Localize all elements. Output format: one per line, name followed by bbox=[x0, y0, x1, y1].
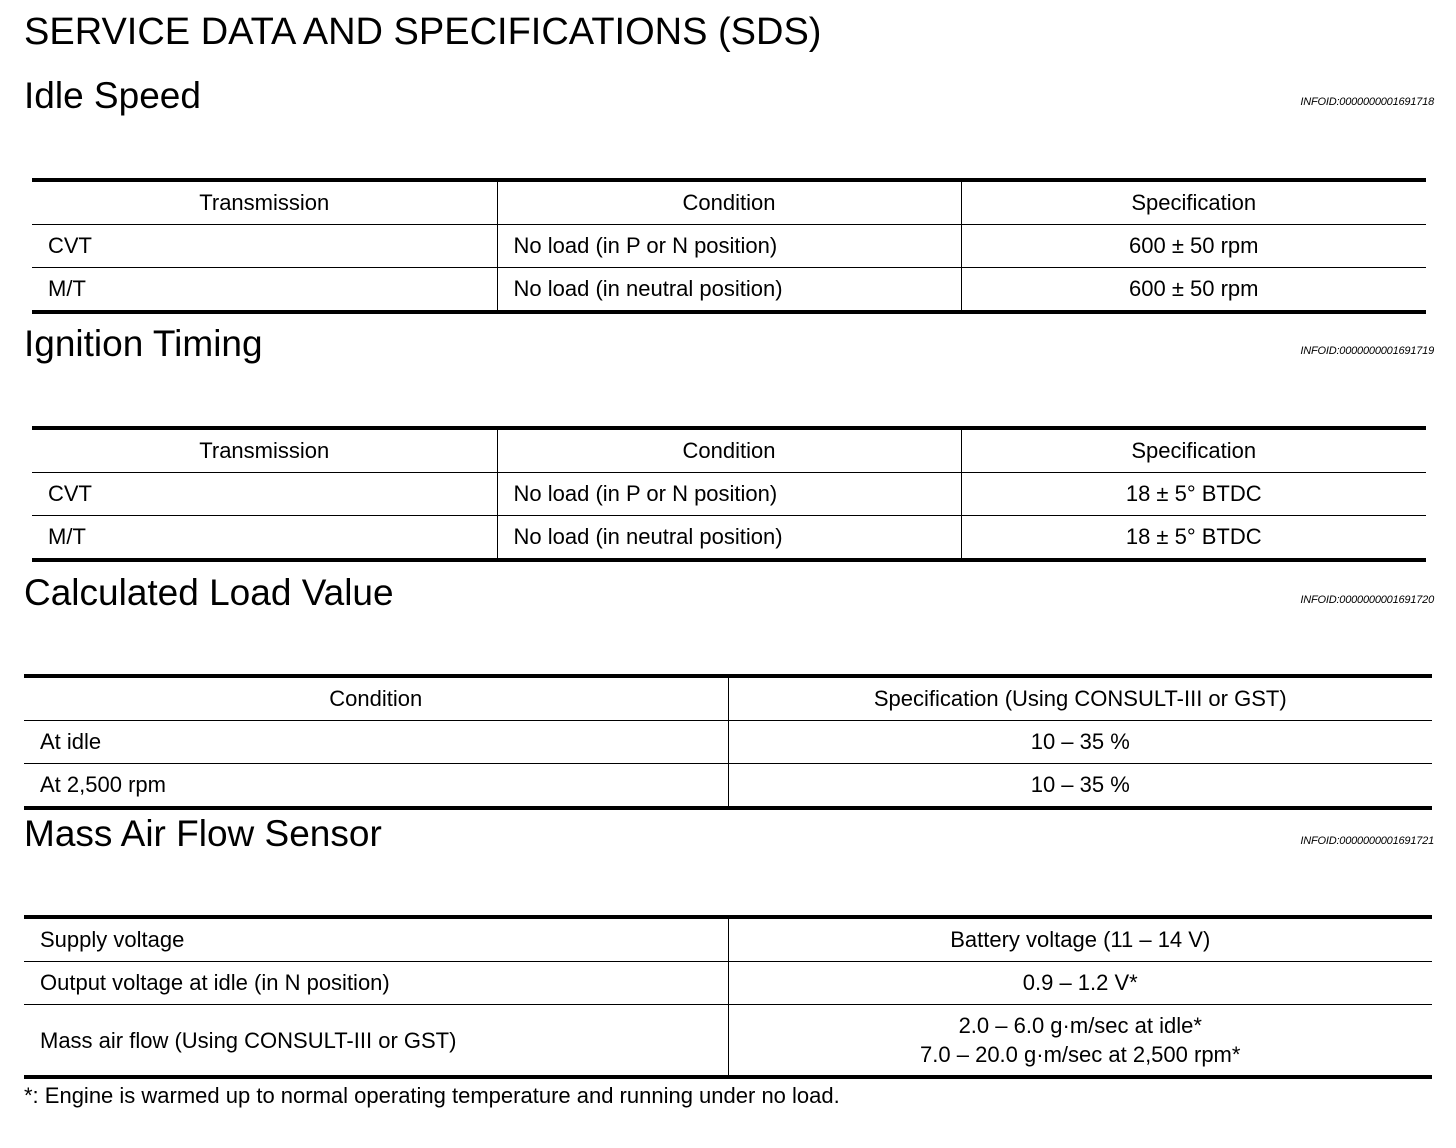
table-row bbox=[24, 1005, 1432, 1078]
spec-line: 7.0 – 20.0 g·m/sec at 2,500 rpm* bbox=[920, 1042, 1241, 1067]
table-cell: No load (in neutral position) bbox=[497, 268, 961, 313]
table-cell: M/T bbox=[48, 276, 86, 301]
table-cell: CVT bbox=[32, 225, 497, 268]
table-cell: 18 ± 5° BTDC bbox=[961, 516, 1426, 561]
table-header-row bbox=[32, 428, 1426, 473]
column-header: Transmission bbox=[32, 180, 497, 225]
table-header-row bbox=[24, 676, 1432, 721]
table-cell: At 2,500 rpm bbox=[40, 772, 166, 797]
table-cell: 0.9 – 1.2 V* bbox=[728, 962, 1432, 1005]
mass-air-flow-sensor-table bbox=[24, 915, 1432, 1079]
table-row bbox=[24, 764, 1432, 809]
section-heading-idle-speed: Idle Speed bbox=[24, 75, 201, 116]
table-cell bbox=[728, 1005, 1432, 1078]
idle-speed-table bbox=[32, 178, 1426, 314]
table-cell: 10 – 35 % bbox=[728, 764, 1432, 809]
table-row bbox=[24, 917, 1432, 962]
spec-line: 2.0 – 6.0 g·m/sec at idle* bbox=[958, 1013, 1202, 1038]
section-heading-calculated-load-value: Calculated Load Value bbox=[24, 572, 394, 613]
table-cell: 18 ± 5° BTDC bbox=[961, 473, 1426, 516]
info-id-ignition-timing: INFOID:0000000001691719 bbox=[1300, 345, 1434, 357]
table-cell: No load (in P or N position) bbox=[497, 473, 961, 516]
table-row bbox=[32, 225, 1426, 268]
column-header: Specification (Using CONSULT-III or GST) bbox=[728, 676, 1432, 721]
table-header-row bbox=[32, 180, 1426, 225]
column-header: Condition bbox=[497, 428, 961, 473]
table-cell: Mass air flow (Using CONSULT-III or GST) bbox=[40, 1027, 457, 1053]
column-header: Transmission bbox=[32, 428, 497, 473]
column-header: Specification bbox=[961, 180, 1426, 225]
footnote: *: Engine is warmed up to normal operating temperature and running under no load. bbox=[24, 1083, 840, 1108]
table-row bbox=[32, 268, 1426, 313]
table-cell: Battery voltage (11 – 14 V) bbox=[728, 917, 1432, 962]
table-row bbox=[24, 721, 1432, 764]
table-cell: At idle bbox=[24, 721, 728, 764]
table-cell: No load (in P or N position) bbox=[497, 225, 961, 268]
table-row bbox=[24, 962, 1432, 1005]
calculated-load-value-table bbox=[24, 674, 1432, 810]
table-row bbox=[32, 473, 1426, 516]
table-cell: 600 ± 50 rpm bbox=[961, 268, 1426, 313]
section-heading-mass-air-flow-sensor: Mass Air Flow Sensor bbox=[24, 813, 382, 854]
table-cell: 10 – 35 % bbox=[728, 721, 1432, 764]
section-heading-ignition-timing: Ignition Timing bbox=[24, 323, 263, 364]
table-cell: 600 ± 50 rpm bbox=[961, 225, 1426, 268]
table-cell: CVT bbox=[32, 473, 497, 516]
table-cell: Output voltage at idle (in N position) bbox=[24, 962, 728, 1005]
column-header: Specification bbox=[961, 428, 1426, 473]
info-id-idle-speed: INFOID:0000000001691718 bbox=[1300, 96, 1434, 108]
table-cell: M/T bbox=[48, 524, 86, 549]
ignition-timing-table bbox=[32, 426, 1426, 562]
page-title: SERVICE DATA AND SPECIFICATIONS (SDS) bbox=[24, 11, 822, 53]
column-header: Condition bbox=[24, 676, 728, 721]
table-row bbox=[32, 516, 1426, 561]
table-cell: Supply voltage bbox=[24, 917, 728, 962]
table-cell: No load (in neutral position) bbox=[497, 516, 961, 561]
info-id-calculated-load-value: INFOID:0000000001691720 bbox=[1300, 594, 1434, 606]
column-header: Condition bbox=[497, 180, 961, 225]
info-id-mass-air-flow-sensor: INFOID:0000000001691721 bbox=[1300, 835, 1434, 847]
